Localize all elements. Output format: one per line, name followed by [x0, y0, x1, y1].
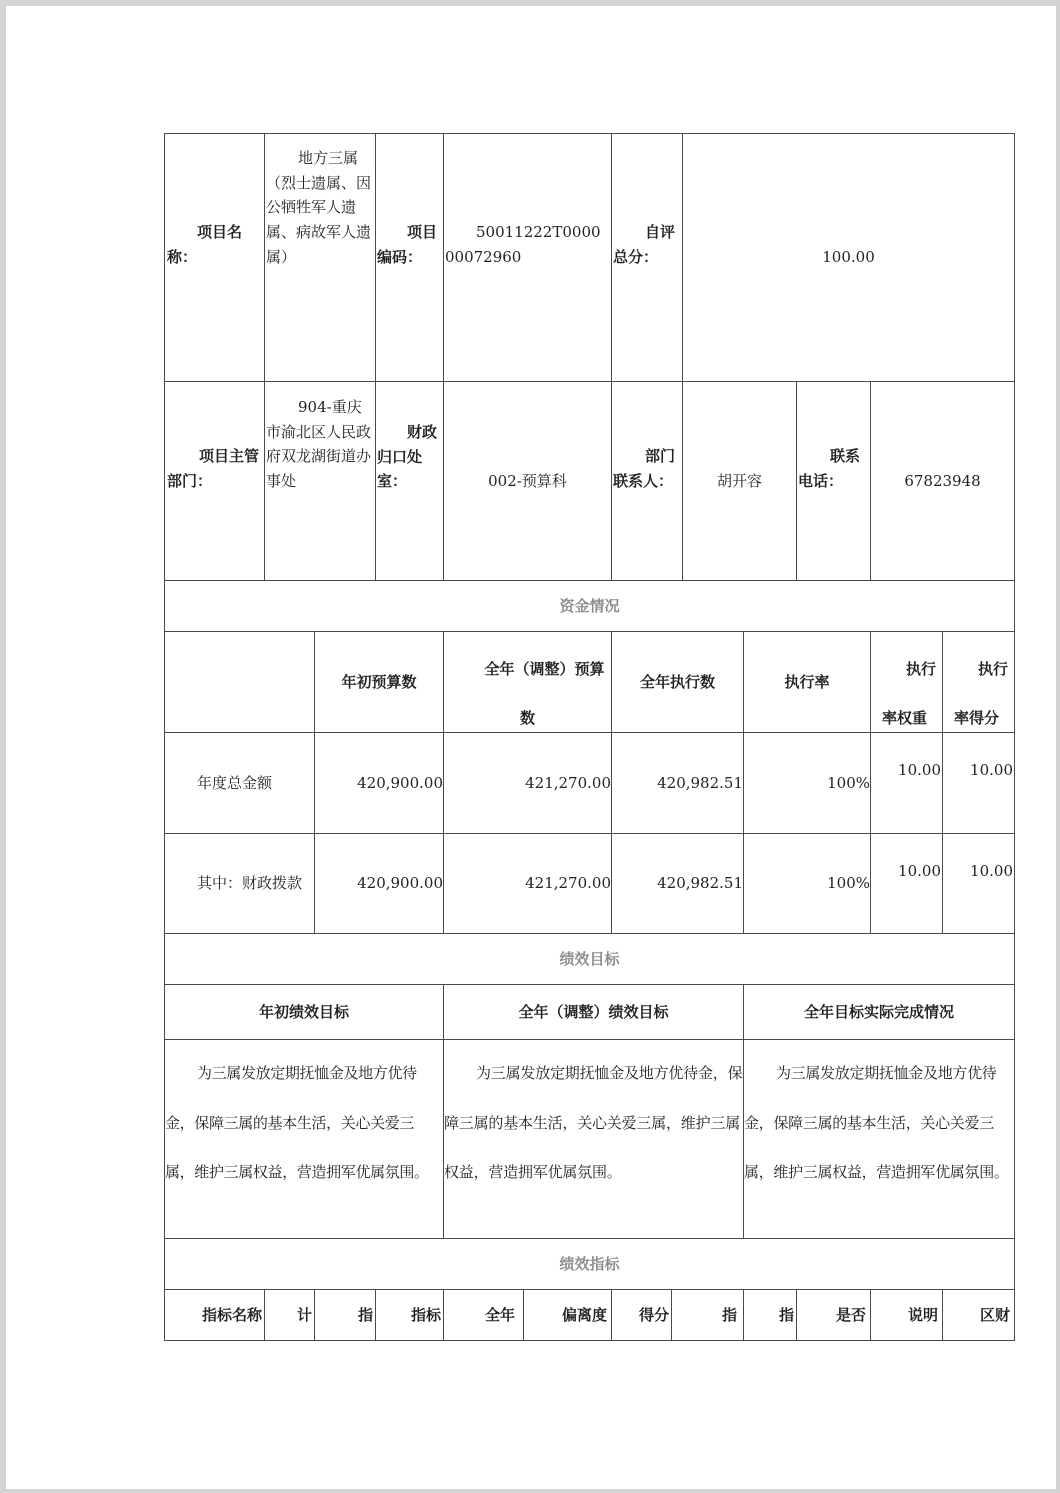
indicator-col-header: 得分	[638, 1305, 669, 1324]
goals-col-adjusted: 全年（调整）绩效目标	[518, 1002, 669, 1021]
contact-person-label: 部门联系人：	[613, 447, 676, 490]
goals-col-actual: 全年目标实际完成情况	[803, 1002, 954, 1021]
goals-section-title: 绩效目标	[559, 949, 620, 968]
funds-row-executed: 420,982.51	[657, 773, 743, 792]
funds-row-weight: 10.00	[898, 862, 941, 880]
indicator-col-header: 指	[778, 1305, 794, 1324]
indicator-col-header: 指	[357, 1305, 373, 1324]
dept-label: 项目主管部门：	[167, 447, 260, 490]
contact-person-value: 胡开容	[716, 471, 762, 490]
goals-col-initial: 年初绩效目标	[258, 1002, 349, 1021]
indicator-col-header: 说明	[907, 1305, 938, 1324]
indicators-section-title: 绩效指标	[559, 1254, 620, 1273]
indicator-col-header: 指标	[410, 1305, 441, 1324]
funds-row-executed: 420,982.51	[657, 874, 743, 893]
self-score-value: 100.00	[822, 248, 875, 267]
indicator-col-header: 计	[296, 1305, 312, 1324]
self-score-label: 自评总分：	[613, 223, 676, 266]
funds-row-label: 其中：财政拨款	[197, 874, 303, 892]
project-code-value: 50011222T000000072960	[445, 223, 601, 266]
funds-col-rate: 执行率	[784, 672, 830, 691]
funds-row-adjusted: 421,270.00	[525, 874, 611, 893]
funds-col-score: 执行率得分	[954, 660, 1009, 727]
indicator-col-header: 全年	[484, 1305, 515, 1324]
funds-row-label: 年度总金额	[197, 774, 273, 792]
finance-office-value: 002-预算科	[488, 471, 567, 490]
funds-col-initial: 年初预算数	[341, 672, 417, 691]
finance-office-label: 财政归口处室：	[377, 423, 438, 491]
funds-row-weight: 10.00	[898, 761, 941, 779]
goals-text-adjusted: 为三属发放定期抚恤金及地方优待金，保障三属的基本生活，关心关爱三属，维护三属权益，营造拥军优属氛围。	[444, 1064, 743, 1181]
project-name-value: 地方三属（烈士遗属、因公牺牲军人遗属、病故军人遗属）	[266, 149, 372, 266]
funds-row-rate: 100%	[827, 773, 870, 792]
indicator-col-header: 指	[721, 1305, 737, 1324]
funds-row-score: 10.00	[970, 862, 1013, 880]
document-page	[6, 6, 1056, 1489]
funds-col-executed: 全年执行数	[639, 672, 715, 691]
project-code-label: 项目编码：	[377, 223, 438, 266]
funds-col-adjusted: 全年（调整）预算数	[484, 660, 605, 727]
funds-row-rate: 100%	[827, 874, 870, 893]
goals-text-actual: 为三属发放定期抚恤金及地方优待金，保障三属的基本生活，关心关爱三属，维护三属权益，营造拥军优属氛围。	[744, 1064, 1009, 1181]
indicator-col-header: 指标名称	[201, 1305, 262, 1324]
funds-section-title: 资金情况	[559, 596, 620, 615]
project-name-label: 项目名称：	[167, 223, 243, 266]
indicator-col-header: 是否	[835, 1305, 866, 1324]
phone-value: 67823948	[904, 471, 981, 490]
indicator-col-header: 区财	[979, 1305, 1010, 1324]
funds-row-initial: 420,900.00	[357, 773, 443, 792]
funds-row-initial: 420,900.00	[357, 874, 443, 893]
funds-row-adjusted: 421,270.00	[525, 773, 611, 792]
dept-value: 904-重庆市渝北区人民政府双龙湖街道办事处	[266, 398, 372, 491]
phone-label: 联系电话：	[798, 447, 861, 490]
indicator-col-header: 偏离度	[561, 1305, 607, 1324]
goals-text-initial: 为三属发放定期抚恤金及地方优待金，保障三属的基本生活，关心关爱三属，维护三属权益，营造拥军优属氛围。	[165, 1064, 429, 1181]
funds-row-score: 10.00	[970, 761, 1013, 779]
funds-col-weight: 执行率权重	[882, 660, 937, 727]
